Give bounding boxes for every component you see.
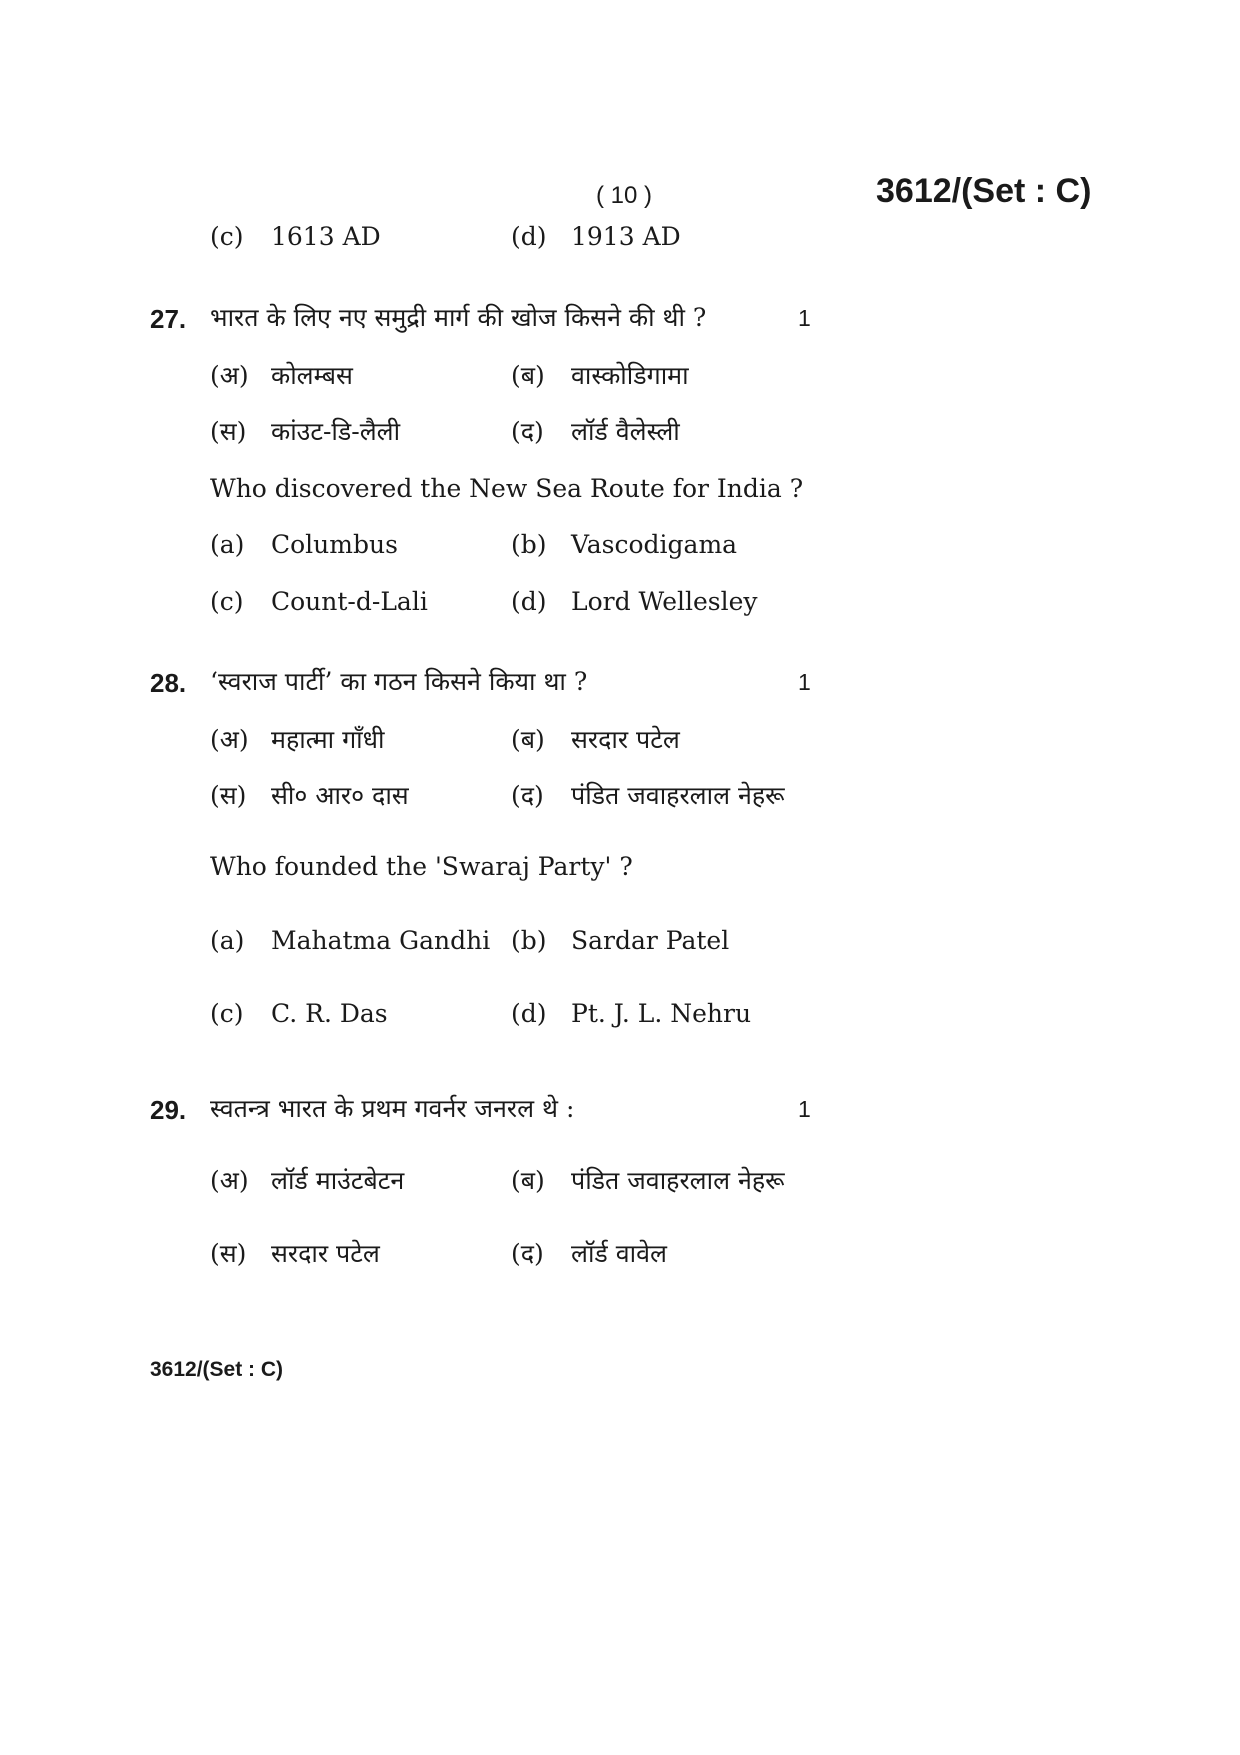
question-text-hindi: ‘स्वराज पार्टी’ का गठन किसने किया था ? [210, 667, 588, 696]
option-text: वास्कोडिगामा [571, 361, 689, 390]
option-label: (b) [511, 926, 547, 955]
option-label: (स) [210, 1239, 247, 1268]
option-text: Columbus [271, 530, 398, 559]
option-text: Count-d-Lali [271, 587, 428, 616]
option-label: (द) [511, 781, 544, 810]
option-label: (अ) [210, 725, 249, 754]
option-text: पंडित जवाहरलाल नेहरू [571, 781, 785, 810]
option-text: लॉर्ड वैलेस्ली [571, 417, 680, 446]
option-label: (द) [511, 1239, 544, 1268]
option-text: लॉर्ड वावेल [571, 1239, 667, 1268]
option-label: (a) [210, 926, 245, 955]
option-text: सी० आर० दास [271, 781, 409, 810]
question-number: 28. [150, 668, 187, 698]
option-label: (c) [210, 222, 244, 251]
option-label: (d) [511, 222, 547, 251]
option-text: Sardar Patel [571, 926, 730, 955]
question-marks: 1 [798, 305, 811, 331]
option-label: (ब) [511, 361, 545, 390]
option-text: सरदार पटेल [271, 1239, 380, 1268]
option-text: कोलम्बस [271, 361, 353, 390]
question-text-hindi: भारत के लिए नए समुद्री मार्ग की खोज किसने की थी ? [210, 303, 707, 332]
option-label: (c) [210, 999, 244, 1028]
option-text: Vascodigama [571, 530, 738, 559]
option-text: 1913 AD [571, 222, 681, 251]
question-text-english: Who founded the 'Swaraj Party' ? [210, 852, 633, 881]
option-label: (द) [511, 417, 544, 446]
paper-code-header: 3612/(Set : C) [876, 172, 1092, 210]
option-text: Mahatma Gandhi [271, 926, 491, 955]
option-text: पंडित जवाहरलाल नेहरू [571, 1166, 785, 1195]
option-text: Lord Wellesley [571, 587, 758, 616]
option-text: लॉर्ड माउंटबेटन [271, 1166, 405, 1195]
page-number: ( 10 ) [596, 182, 653, 209]
question-marks: 1 [798, 669, 811, 695]
option-label: (स) [210, 781, 247, 810]
option-text: महात्मा गाँधी [271, 725, 385, 754]
option-text: C. R. Das [271, 999, 388, 1028]
option-label: (स) [210, 417, 247, 446]
question-text-hindi: स्वतन्त्र भारत के प्रथम गवर्नर जनरल थे : [210, 1094, 575, 1123]
option-label: (d) [511, 999, 547, 1028]
option-label: (d) [511, 587, 547, 616]
option-text: Pt. J. L. Nehru [571, 999, 752, 1028]
option-label: (a) [210, 530, 245, 559]
option-label: (अ) [210, 361, 249, 390]
paper-code-footer: 3612/(Set : C) [150, 1358, 284, 1381]
option-label: (ब) [511, 725, 545, 754]
option-text: कांउट-डि-लैली [271, 417, 401, 446]
option-label: (ब) [511, 1166, 545, 1195]
option-text: 1613 AD [271, 222, 381, 251]
question-marks: 1 [798, 1096, 811, 1122]
option-label: (b) [511, 530, 547, 559]
option-label: (अ) [210, 1166, 249, 1195]
option-label: (c) [210, 587, 244, 616]
question-number: 29. [150, 1095, 187, 1125]
question-text-english: Who discovered the New Sea Route for India ? [210, 474, 804, 503]
option-text: सरदार पटेल [571, 725, 680, 754]
question-number: 27. [150, 304, 187, 334]
